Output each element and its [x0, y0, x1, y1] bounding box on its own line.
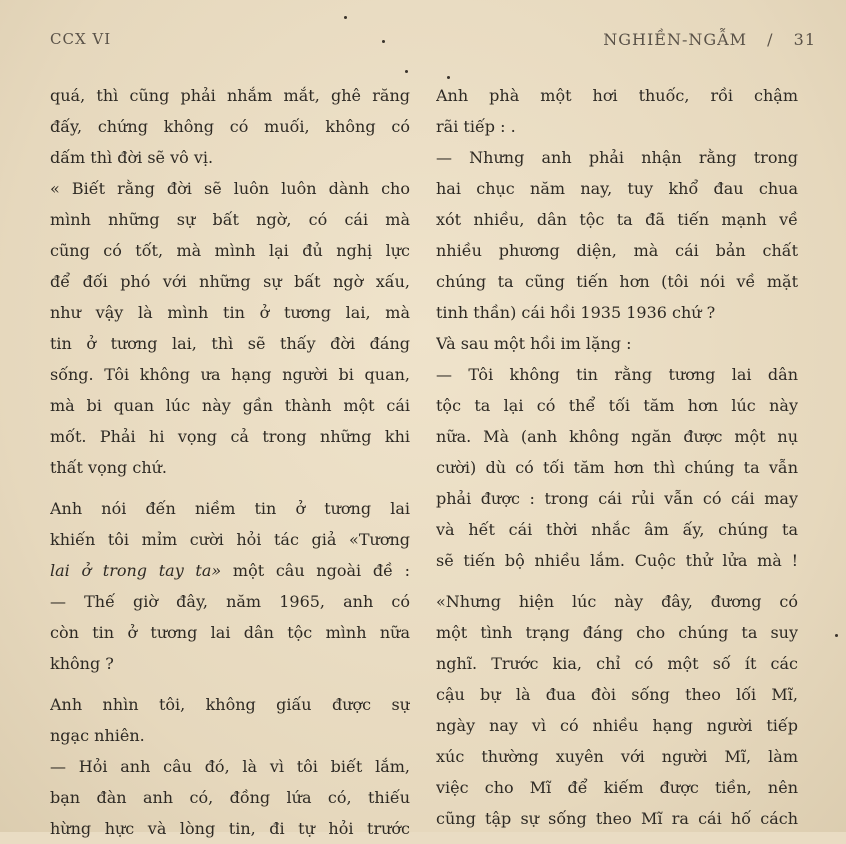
- text-line: cũng tập sự sống theo Mĩ ra cái hố cách: [436, 809, 798, 828]
- right-text-column: [436, 80, 798, 834]
- text-line: — Thế giờ đây, năm 1965, anh có: [50, 592, 410, 611]
- text-line: ngày nay vì có nhiều hạng người tiếp: [436, 716, 798, 735]
- text-line: — Nhưng anh phải nhận rằng trong: [436, 148, 798, 167]
- text-line: nữa. Mà (anh không ngăn được một nụ: [436, 427, 798, 446]
- text-line: Anh phà một hơi thuốc, rồi chậm: [436, 86, 798, 105]
- text-line: Và sau một hồi im lặng :: [436, 334, 632, 353]
- text-line: ngạc nhiên.: [50, 726, 145, 745]
- paragraph-gap: [50, 483, 410, 493]
- text-line: hai chục năm nay, tuy khổ đau chua: [436, 179, 798, 198]
- text-line: quá, thì cũng phải nhắm mắt, ghê răng: [50, 86, 410, 105]
- running-title: NGHIỀN-NGẪM: [603, 30, 748, 49]
- header-separator: /: [767, 30, 774, 49]
- running-header: [603, 30, 816, 49]
- text-line: hừng hực và lòng tin, đi tự hỏi trước: [50, 819, 410, 838]
- text-line: cậu bự là đua đòi sống theo lối Mĩ,: [436, 685, 798, 704]
- page-number: 31: [793, 30, 816, 49]
- ink-speck: [382, 40, 385, 43]
- text-line: sống. Tôi không ưa hạng người bi quan,: [50, 365, 410, 384]
- text-line: mốt. Phải hi vọng cả trong những khi: [50, 427, 410, 446]
- text-line: « Biết rằng đời sẽ luôn luôn dành cho: [50, 179, 410, 198]
- text-line: chúng ta cũng tiến hơn (tôi nói về mặt: [436, 272, 798, 291]
- text-line: nghĩ. Trước kia, chỉ có một số ít các: [436, 654, 798, 673]
- text-line: phải được : trong cái rủi vẫn có cái may: [436, 489, 798, 508]
- text-line: thất vọng chứ.: [50, 458, 168, 477]
- ink-speck: [835, 634, 838, 637]
- text-line: tin ở tương lai, thì sẽ thấy đời đáng: [50, 334, 410, 353]
- text-line: rãi tiếp : .: [436, 117, 516, 136]
- text-line: Anh nói đến niềm tin ở tương lai: [50, 499, 410, 518]
- text-line: mà bi quan lúc này gần thành một cái: [50, 396, 410, 415]
- text-line: xúc thường xuyên với người Mĩ, làm: [436, 747, 798, 766]
- ink-speck: [405, 70, 408, 73]
- book-title-italic: lai ở trong tay ta»: [50, 561, 222, 580]
- text-line: Anh nhìn tôi, không giấu được sự: [50, 695, 410, 714]
- text-line: nhiều phương diện, mà cái bản chất: [436, 241, 798, 260]
- ink-speck: [447, 76, 450, 79]
- text-line: sẽ tiến bộ nhiều lắm. Cuộc thử lửa mà !: [436, 551, 798, 570]
- left-text-column: [50, 80, 410, 844]
- text-line: tinh thần) cái hồi 1935 1936 chứ ?: [436, 303, 716, 322]
- text-line: — Hỏi anh câu đó, là vì tôi biết lắm,: [50, 757, 410, 776]
- text-line: — Tôi không tin rằng tương lai dân: [436, 365, 798, 384]
- text-line: bạn đàn anh có, đồng lứa có, thiếu: [50, 788, 410, 807]
- text-line: và hết cái thời nhắc âm ấy, chúng ta: [436, 520, 798, 539]
- paragraph-gap: [50, 679, 410, 689]
- text-line: không ?: [50, 654, 114, 673]
- text-line: một tình trạng đáng cho chúng ta suy: [436, 623, 798, 642]
- text-line: để đối phó với những sự bất ngờ xấu,: [50, 272, 410, 291]
- text-line: dấm thì đời sẽ vô vị.: [50, 148, 214, 167]
- ink-speck: [344, 16, 347, 19]
- text-line: cũng có tốt, mà mình lại đủ nghị lực: [50, 241, 410, 260]
- text-line: như vậy là mình tin ở tương lai, mà: [50, 303, 410, 322]
- text-line: khiến tôi mỉm cười hỏi tác giả «Tương: [50, 530, 410, 549]
- text-line: lai ở trong tay ta» một câu ngoài đề :: [50, 561, 410, 580]
- text-line: xót nhiều, dân tộc ta đã tiến mạnh về: [436, 210, 798, 229]
- text-line: đấy, chứng không có muối, không có: [50, 117, 410, 136]
- paragraph-gap: [436, 576, 798, 586]
- text-line: cười) dù có tối tăm hơn thì chúng ta vẫn: [436, 458, 798, 477]
- text-line: việc cho Mĩ để kiếm được tiền, nên: [436, 778, 798, 797]
- text-line: «Nhưng hiện lúc này đây, đương có: [436, 592, 798, 611]
- text-line: còn tin ở tương lai dân tộc mình nữa: [50, 623, 410, 642]
- chapter-header: CCX VI: [50, 30, 112, 48]
- text-line: mình những sự bất ngờ, có cái mà: [50, 210, 410, 229]
- text-line: tộc ta lại có thể tối tăm hơn lúc này: [436, 396, 798, 415]
